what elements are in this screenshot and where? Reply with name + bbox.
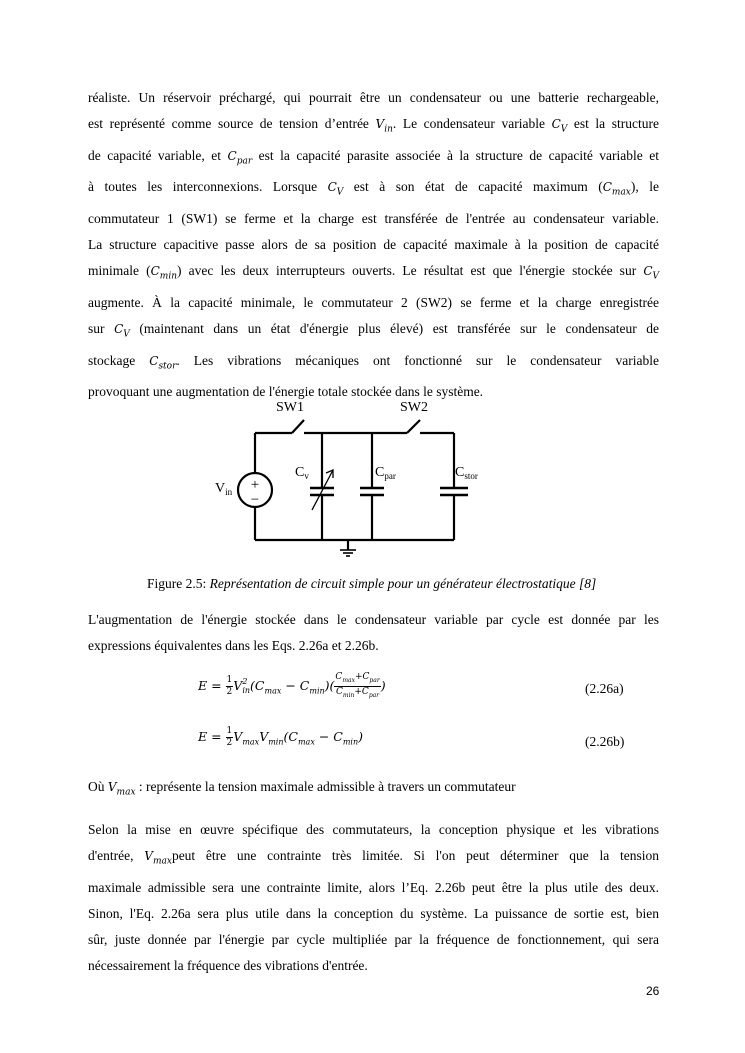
text-span: Selon la mise en œuvre spécifique des commutateurs, la conception physique et les vibrations bbox=[88, 822, 659, 837]
math-cv: $C_V$ bbox=[551, 117, 568, 135]
text-span: ), le bbox=[630, 179, 660, 195]
text-span: réaliste. Un réservoir préchargé, qui pourrait être un condensateur ou une batterie rechargeable, bbox=[88, 90, 659, 105]
math-cmin: $C_{min}$ bbox=[150, 264, 178, 282]
text-line bbox=[88, 206, 659, 232]
text-line bbox=[88, 927, 659, 953]
where-line bbox=[88, 774, 659, 806]
text-span: à toutes les interconnexions. Lorsque bbox=[88, 179, 328, 195]
label-cv: $C_v$ bbox=[295, 465, 309, 481]
page-number: 26 bbox=[646, 984, 660, 998]
math-cv: $C_V$ bbox=[327, 180, 344, 198]
text-span: . Le condensateur variable bbox=[392, 116, 552, 132]
paragraph-3 bbox=[88, 817, 659, 980]
text-span: minimale ( bbox=[88, 263, 151, 279]
fraction-half: $\frac{1}{2}$ bbox=[226, 726, 233, 748]
math-vin: $V_{in}$ bbox=[375, 117, 393, 135]
text-span: : représente la tension maximale admissible à travers un commutateur bbox=[135, 779, 516, 794]
text-span: . Les vibrations mécaniques ont fonctionné sur le condensateur variable bbox=[176, 352, 660, 368]
ground-symbol bbox=[340, 550, 356, 556]
text-span: augmente. À la capacité minimale, le commutateur 2 (SW2) se ferme et la charge enregistrée bbox=[88, 294, 659, 310]
label-cstor: $C_{stor}$ bbox=[455, 465, 478, 481]
text-span: (maintenant dans un état d'énergie plus élevé) est transférée sur le condensateur de bbox=[129, 321, 660, 337]
equation-label-2-26b: (2.26b) bbox=[585, 734, 625, 749]
text-span: nécessairement la fréquence des vibrations d'entrée. bbox=[88, 958, 368, 974]
text-line bbox=[88, 232, 659, 258]
text-line bbox=[88, 843, 659, 875]
text-line bbox=[88, 901, 659, 927]
text-line bbox=[88, 875, 659, 901]
text-span: est représenté comme source de tension d’entrée bbox=[88, 116, 376, 132]
text-line bbox=[88, 607, 659, 633]
text-line bbox=[88, 348, 659, 380]
text-span: ) avec les deux interrupteurs ouverts. Le résultat est que l'énergie stockée sur bbox=[177, 263, 644, 279]
text-line bbox=[88, 258, 659, 290]
text-span: peut être une contrainte très limitée. Si l'on peut déterminer que la tension bbox=[171, 848, 660, 864]
fraction-capacitance: $\frac{C_{max}+C_{par}}{C_{min}+C_{par}}$ bbox=[335, 672, 380, 699]
fraction-half: $\frac{1}{2}$ bbox=[226, 674, 233, 697]
figure-caption bbox=[147, 576, 596, 592]
caption-text: Représentation de circuit simple pour un générateur électrostatique [8] bbox=[209, 576, 597, 591]
plus-sign: + bbox=[250, 477, 260, 493]
text-span: stockage bbox=[88, 352, 150, 368]
label-sw1: SW1 bbox=[276, 400, 304, 415]
switch-sw1-blade bbox=[292, 420, 304, 433]
text-line bbox=[88, 953, 659, 979]
math-vmax: $V_{max}$ bbox=[144, 849, 172, 867]
text-span: Sinon, l'Eq. 2.26a sera plus utile dans la conception du système. La puissance de sortie est, bien bbox=[88, 906, 659, 921]
text-line bbox=[88, 111, 659, 143]
text-line bbox=[88, 143, 659, 175]
text-line bbox=[88, 290, 659, 316]
text-span: provoquant une augmentation de l'énergie totale stockée dans le système. bbox=[88, 384, 484, 400]
text-line bbox=[88, 85, 659, 111]
math-vmax: $V_{max}$ bbox=[107, 780, 136, 798]
paragraph-1 bbox=[88, 85, 659, 406]
voltage-source bbox=[238, 473, 272, 508]
text-span: expressions équivalentes dans les Eqs. 2.26a et 2.26b. bbox=[88, 638, 379, 654]
math-cmax: $C_{max}$ bbox=[602, 180, 631, 198]
text-span: d'entrée, bbox=[88, 848, 145, 864]
math-cv: $C_V$ bbox=[114, 322, 130, 340]
label-cpar: $C_{par}$ bbox=[375, 465, 396, 481]
text-line bbox=[88, 817, 659, 843]
text-line bbox=[88, 316, 659, 348]
math-cstor: $C_{stor}$ bbox=[149, 353, 177, 372]
text-span: La structure capacitive passe alors de sa position de capacité maximale à la position de capacité bbox=[88, 237, 659, 253]
text-span: sûr, juste donnée par l'énergie par cycle multipliée par la fréquence de fonctionnement, qui sera bbox=[88, 932, 659, 948]
label-vin: $V_{in}$ bbox=[215, 481, 233, 497]
caption-prefix: Figure 2.5: bbox=[147, 576, 210, 591]
equation-label-2-26a: (2.26a) bbox=[585, 681, 624, 696]
text-span: est la capacité parasite associée à la structure de capacité variable et bbox=[252, 147, 659, 163]
equation-2-26b: E = $\frac{1}{2}$ $V_{max}V_{min}(C_{max} - C_{min})$ bbox=[198, 726, 364, 748]
text-span: commutateur 1 (SW1) se ferme et la charge est transférée de l'entrée au condensateur variable. bbox=[88, 210, 659, 226]
circuit-diagram bbox=[200, 392, 500, 562]
text-span: est la structure bbox=[567, 116, 659, 132]
text-line bbox=[88, 174, 659, 206]
minus-sign: − bbox=[250, 492, 260, 508]
text-span: L'augmentation de l'énergie stockée dans le condensateur variable par cycle est donnée par les bbox=[88, 612, 659, 627]
math-cv: $C_V$ bbox=[643, 264, 659, 282]
text-line bbox=[88, 633, 659, 659]
math-cpar: $C_{par}$ bbox=[227, 148, 253, 167]
text-span: Où bbox=[88, 779, 108, 794]
equation-2-26a: E = $\frac{1}{2}$ V 2 in $(C_{max} - C_{min})$( $\frac{C_{max}+C_{par}}{C_{min}+C_{par}}$ ) bbox=[198, 672, 386, 699]
text-span: de capacité variable, et bbox=[88, 147, 228, 163]
switch-sw2-blade bbox=[407, 420, 420, 433]
text-span: sur bbox=[88, 321, 115, 337]
text-span: est à son état de capacité maximum ( bbox=[343, 179, 603, 195]
text-span: maximale admissible sera une contrainte limite, alors l’Eq. 2.26b peut être la plus utile des deux. bbox=[88, 879, 659, 895]
paragraph-2 bbox=[88, 607, 659, 659]
label-sw2: SW2 bbox=[400, 400, 428, 415]
